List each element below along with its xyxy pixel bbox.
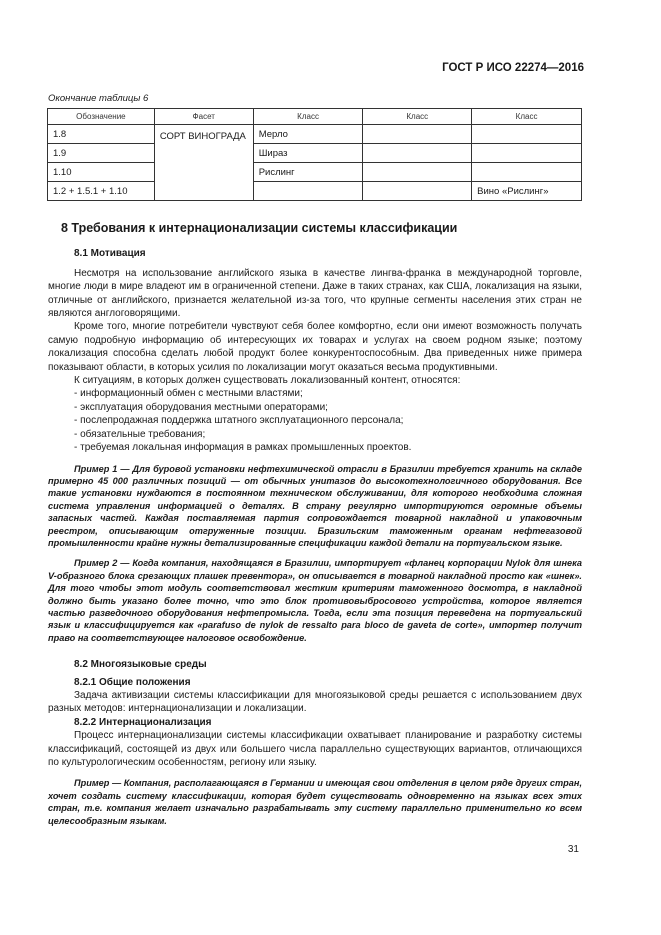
subsection-heading: 8.1 Мотивация bbox=[74, 248, 146, 260]
section-heading: 8 Требования к интернационализации системы классификации bbox=[61, 221, 458, 235]
cell-class bbox=[253, 182, 363, 201]
cell-class bbox=[472, 144, 582, 163]
cell-code: 1.2 + 1.5.1 + 1.10 bbox=[48, 182, 155, 201]
cell-class: Рислинг bbox=[253, 163, 363, 182]
cell-class bbox=[363, 125, 472, 144]
list-item: - обязательные требования; bbox=[74, 428, 206, 440]
list-item: - требуемая локальная информация в рамках промышленных проектов. bbox=[74, 442, 412, 454]
cell-class bbox=[363, 163, 472, 182]
subsection-heading: 8.2 Многоязыковые среды bbox=[74, 659, 207, 671]
main-content bbox=[48, 222, 582, 827]
page-number: 31 bbox=[567, 844, 579, 855]
cell-class bbox=[472, 163, 582, 182]
subsection-heading: 8.2.2 Интернационализация bbox=[74, 716, 212, 728]
paragraph: Кроме того, многие потребители чувствуют себя более комфортно, если они имеют возможность получать самую подробную информацию об интересующих их товарах и услугах на своем родном языке; поэтому локализация способна сделать любой продукт более конкурентоспособным. Два приведенных ниже примера показывают области, в которых усилия по локализации могут оказаться весьма продуктивными. bbox=[48, 321, 582, 373]
cell-class bbox=[363, 182, 472, 201]
table-row bbox=[48, 182, 582, 201]
cell-class bbox=[472, 125, 582, 144]
cell-facet: СОРТ ВИНОГРАДА bbox=[154, 125, 253, 201]
column-header: Класс bbox=[253, 109, 363, 125]
table-row bbox=[48, 125, 582, 144]
standard-header: ГОСТ Р ИСО 22274—2016 bbox=[442, 62, 584, 74]
table-header-row bbox=[48, 109, 582, 125]
cell-code: 1.8 bbox=[48, 125, 155, 144]
table-row bbox=[48, 144, 582, 163]
cell-code: 1.9 bbox=[48, 144, 155, 163]
example-note: Пример 2 — Когда компания, находящаяся в Бразилии, импортирует «фланец корпорации Nylok для шнека V-образного блока срезающих плашек превентора», он описывается в товарной накладной просто как «шнек». Для того чтобы этот модуль соответствовал жестким критериям таможенного досмотра, в накладной должно быть указано более точно, что это блок противовыбросового устройства, которое является частью разведочного оборудования нефтепромысла. Тогда, если эта позиция переведена на португальский язык и классифицируется как «parafuso de nylok de ressalto para bloco de gaveta de corte», импортер получит право на соответствующее налоговое освобождение. bbox=[48, 558, 582, 643]
paragraph: К ситуациям, в которых должен существовать локализованный контент, относятся: bbox=[74, 375, 461, 387]
classification-table bbox=[47, 108, 582, 201]
list-item: - эксплуатация оборудования местными операторами; bbox=[74, 401, 328, 413]
subsection-heading: 8.2.1 Общие положения bbox=[74, 676, 191, 688]
table-caption: Окончание таблицы 6 bbox=[48, 93, 149, 104]
column-header: Обозначение bbox=[48, 109, 155, 125]
column-header: Класс bbox=[472, 109, 582, 125]
paragraph: Задача активизации системы классификации для многоязыковой среды решается с использованием двух разных методов: интернационализации и локализации. bbox=[48, 690, 582, 715]
cell-class: Шираз bbox=[253, 144, 363, 163]
cell-class bbox=[363, 144, 472, 163]
column-header: Класс bbox=[363, 109, 472, 125]
table-row bbox=[48, 163, 582, 182]
list-item: - послепродажная поддержка штатного эксплуатационного персонала; bbox=[74, 415, 404, 427]
example-note: Пример 1 — Для буровой установки нефтехимической отрасли в Бразилии требуется хранить на складе примерно 45 000 различных позиций — от обычных унитазов до высокотехнологичного оборудования. Все такие установки нуждаются в постоянном техническом обслуживании, для которого необходима сложная система управления информацией о деталях. В страну регулярно импортируются огромные объемы запасных частей. Каждая поставляемая партия сопровождается товарной накладной и упаковочным реестром, описывающим отгруженные позиции. Бразильским таможенным органам нефтегазовой промышленности крайне нужны детализированные спецификации каждой детали на португальском языке. bbox=[48, 463, 582, 548]
example-note: Пример — Компания, располагающаяся в Германии и имеющая свои отделения в целом ряде других стран, хочет создать систему классификации, которая будет существовать одновременно на языках всех этих стран, т.е. компания желает изначально разрабатывать эту систему параллельно применительно ко всем целесообразным языкам. bbox=[48, 778, 582, 826]
cell-class: Вино «Рислинг» bbox=[472, 182, 582, 201]
list-item: - информационный обмен с местными властями; bbox=[74, 388, 303, 400]
paragraph: Несмотря на использование английского языка в качестве лингва-франка в международной торговле, многие люди в мире владеют им в ограниченной степени. Даже в таких странах, как США, локализация на языки, отличные от английского, признается желательной из-за того, что крупные сегменты населения этих стран не являются англоговорящими. bbox=[48, 267, 582, 320]
cell-class: Мерло bbox=[253, 125, 363, 144]
cell-code: 1.10 bbox=[48, 163, 155, 182]
column-header: Фасет bbox=[154, 109, 253, 125]
paragraph: Процесс интернационализации системы классификации охватывает планирование и разработку системы классификаций, состоящей из двух или большего числа параллельно существующих вариантов, отличающихся по культурологическим особенностям, региону или языку. bbox=[48, 730, 582, 769]
